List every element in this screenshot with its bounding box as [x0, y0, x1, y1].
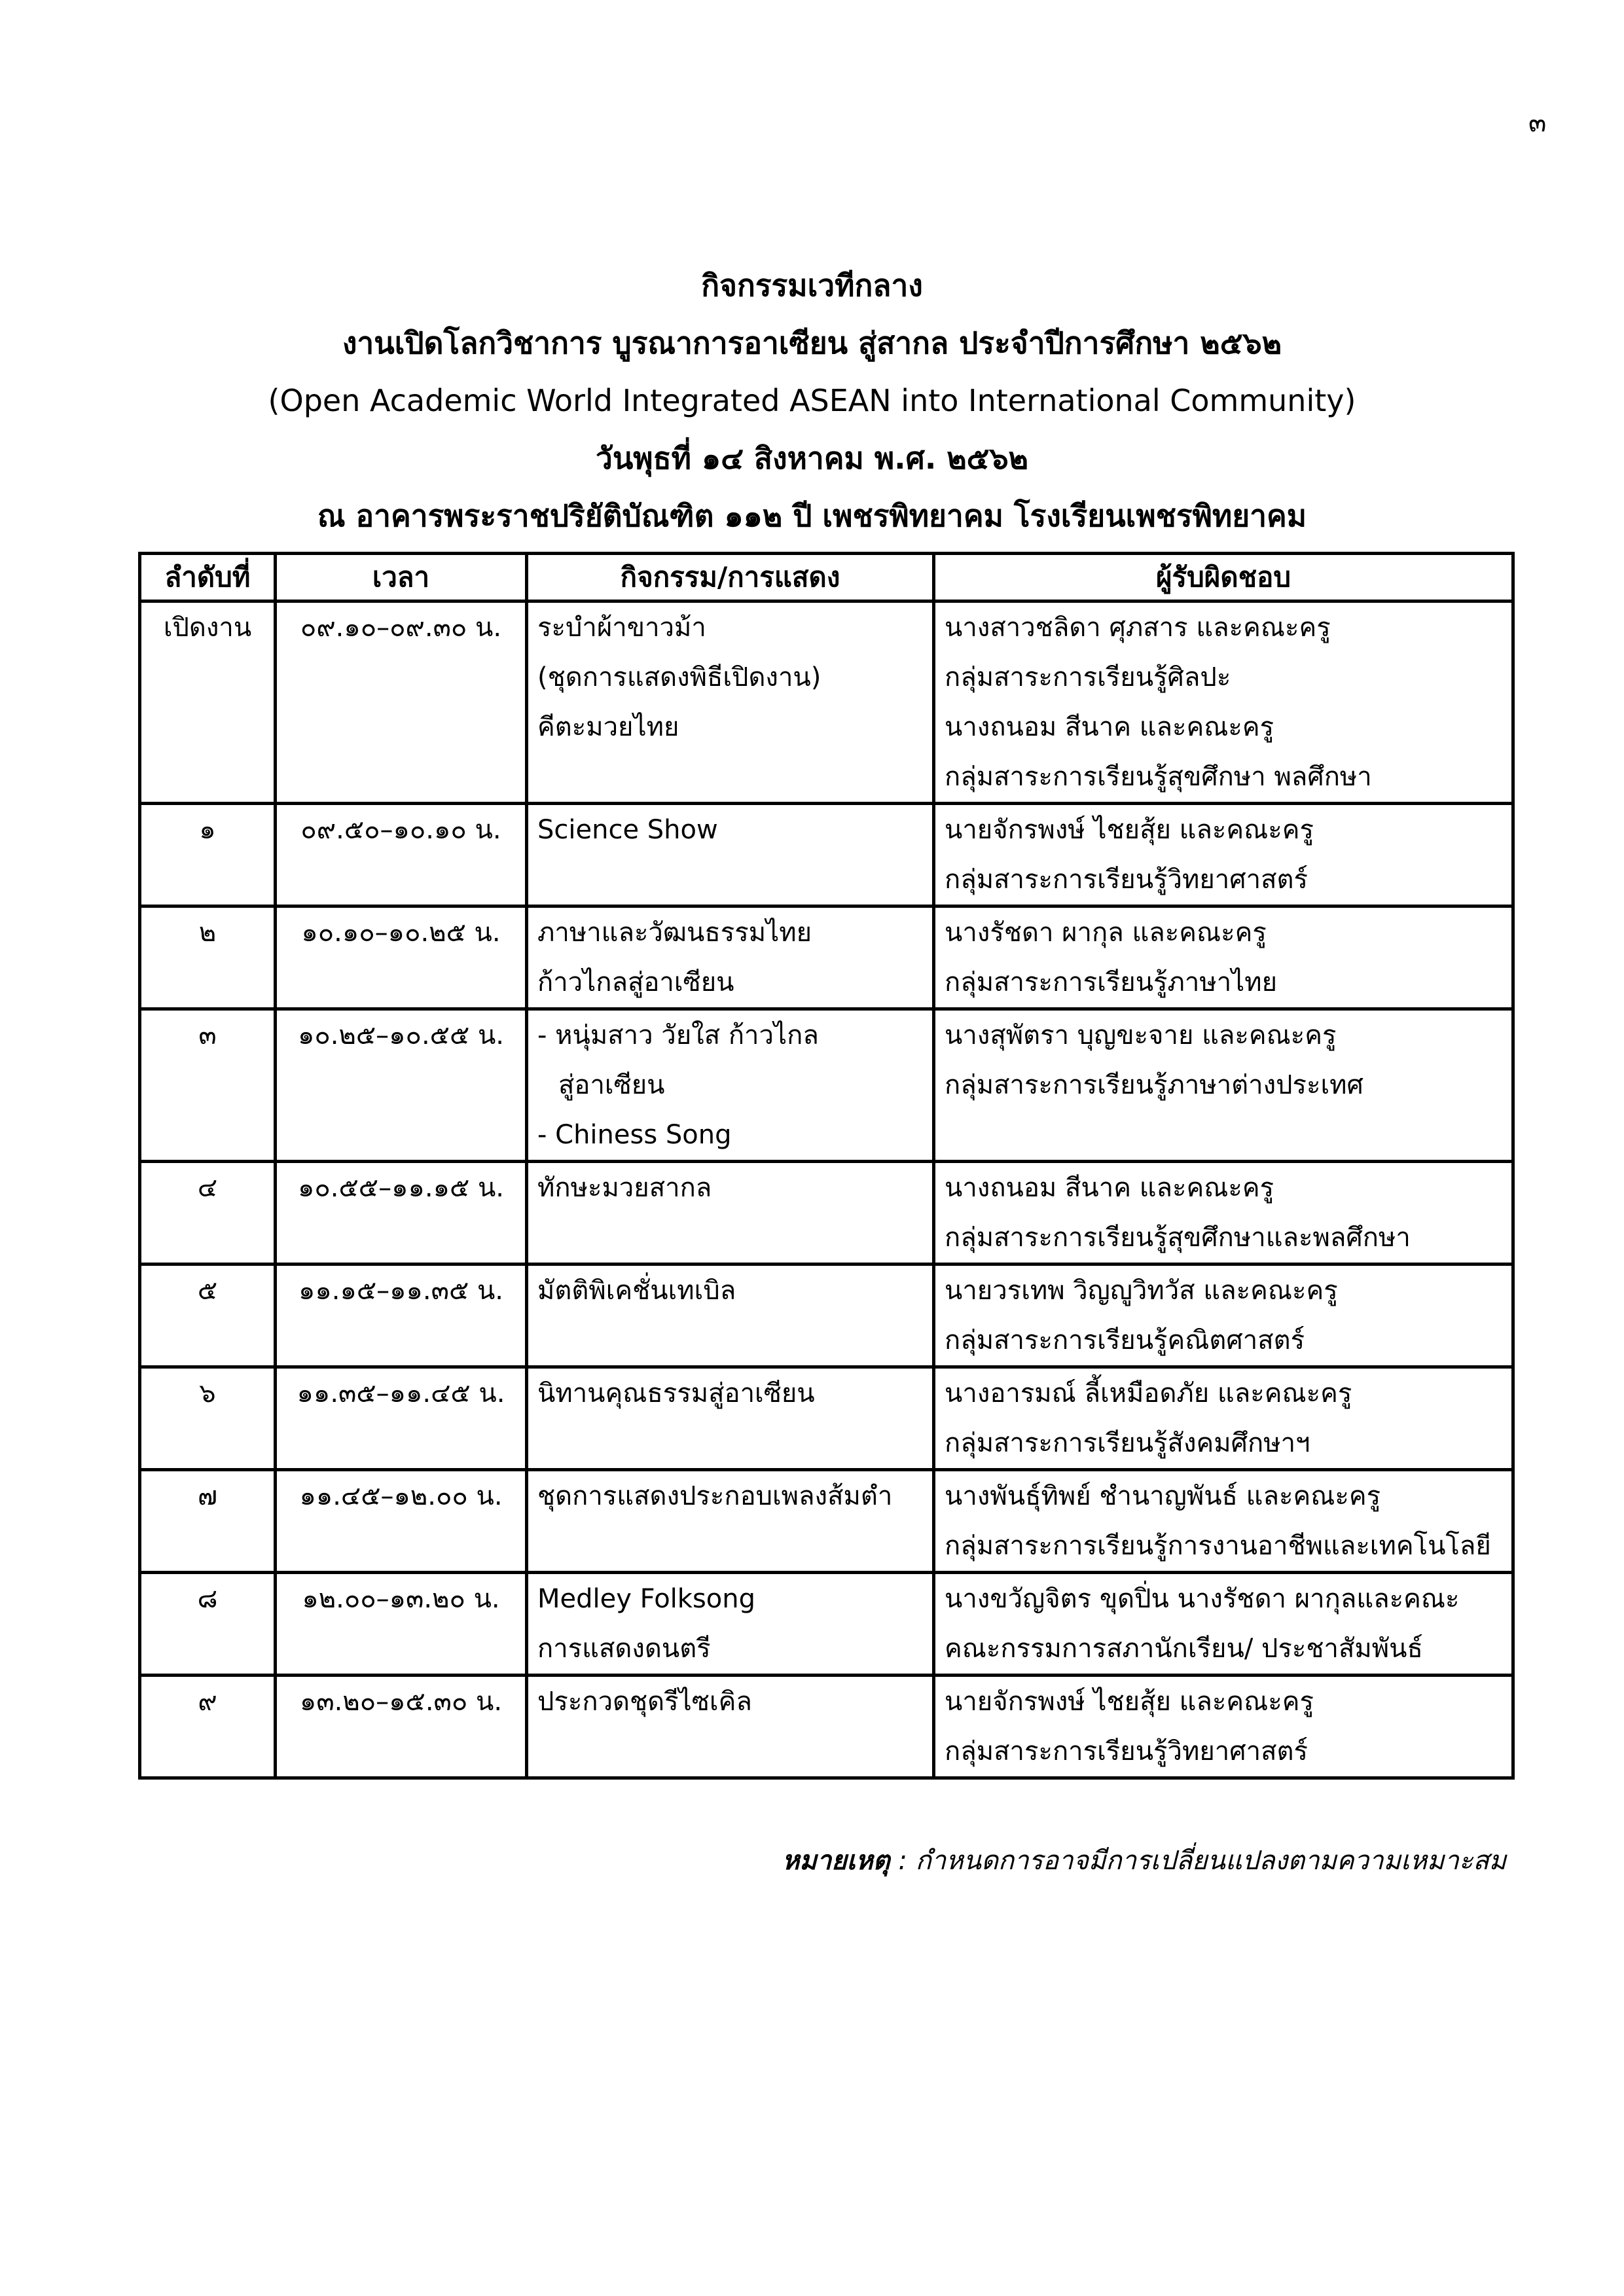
cell-order: เปิดงาน [140, 601, 276, 804]
responsible-line: คณะกรรมการสภานักเรียน/ ประชาสัมพันธ์ [945, 1634, 1423, 1664]
responsible-line: กลุ่มสาระการเรียนรู้สุขศึกษาและพลศึกษา [945, 1223, 1411, 1253]
activity-line: ประกวดชุดรีไซเคิล [537, 1687, 752, 1717]
cell-order: ๖ [140, 1367, 276, 1470]
activity-line: Medley Folksong [537, 1584, 756, 1614]
cell-responsible [934, 1676, 1513, 1778]
column-header-activity: กิจกรรม/การแสดง [527, 554, 934, 601]
cell-responsible [934, 1573, 1513, 1676]
activity-line: Science Show [537, 815, 718, 845]
responsible-line: กลุ่มสาระการเรียนรู้สุขศึกษา พลศึกษา [945, 762, 1372, 792]
header-english-name: (Open Academic World Integrated ASEAN into International Community) [268, 383, 1356, 418]
responsible-line: นางสุพัตรา บุญขะจาย และคณะครู [945, 1020, 1337, 1050]
cell-time: ๑๐.๑๐–๑๐.๒๕ น. [276, 906, 527, 1009]
cell-time: ๑๓.๒๐–๑๕.๓๐ น. [276, 1676, 527, 1778]
cell-order: ๑ [140, 804, 276, 906]
cell-time: ๑๑.๑๕–๑๑.๓๕ น. [276, 1265, 527, 1367]
table-row [140, 1470, 1513, 1573]
responsible-line: กลุ่มสาระการเรียนรู้คณิตศาสตร์ [945, 1325, 1305, 1355]
cell-time: ๑๐.๒๕–๑๐.๕๕ น. [276, 1009, 527, 1162]
footnote-text: : กำหนดการอาจมีการเปลี่ยนแปลงตามความเหมาะสม [890, 1846, 1507, 1876]
activity-line: มัตติพิเคชั่นเทเบิล [537, 1276, 736, 1306]
table-row [140, 804, 1513, 906]
cell-responsible [934, 1009, 1513, 1162]
cell-activity [527, 1676, 934, 1778]
activity-line: ระบำผ้าขาวม้า [537, 613, 706, 643]
cell-activity [527, 1367, 934, 1470]
header-venue: ณ อาคารพระราชปริยัติบัณฑิต ๑๑๒ ปี เพชรพิทยาคม โรงเรียนเพชรพิทยาคม [317, 498, 1307, 533]
cell-activity [527, 1009, 934, 1162]
header-title: กิจกรรมเวทีกลาง [701, 268, 923, 303]
cell-responsible [934, 1265, 1513, 1367]
table-row [140, 1265, 1513, 1367]
document-header [0, 257, 1624, 545]
responsible-line: กลุ่มสาระการเรียนรู้ภาษาต่างประเทศ [945, 1070, 1363, 1100]
activity-line: - Chiness Song [537, 1120, 732, 1150]
header-event-name: งานเปิดโลกวิชาการ บูรณาการอาเซียน สู่สากล ประจำปีการศึกษา ๒๕๖๒ [342, 325, 1282, 361]
table-row [140, 1573, 1513, 1676]
column-header-time: เวลา [276, 554, 527, 601]
responsible-line: นางขวัญจิตร ขุดปิ่น นางรัชดา ผากุลและคณะ [945, 1584, 1460, 1614]
cell-responsible [934, 601, 1513, 804]
cell-order: ๕ [140, 1265, 276, 1367]
cell-time: ๑๐.๕๕–๑๑.๑๕ น. [276, 1162, 527, 1265]
responsible-line: นางพันธุ์ทิพย์ ชำนาญพันธ์ และคณะครู [945, 1481, 1381, 1511]
activity-line: (ชุดการแสดงพิธีเปิดงาน) [537, 662, 821, 692]
cell-order: ๗ [140, 1470, 276, 1573]
table-row [140, 601, 1513, 804]
column-header-order: ลำดับที่ [140, 554, 276, 601]
cell-order: ๓ [140, 1009, 276, 1162]
activity-line: ก้าวไกลสู่อาเซียน [537, 967, 734, 997]
activity-line: นิทานคุณธรรมสู่อาเซียน [537, 1378, 815, 1408]
cell-time: ๐๙.๑๐–๐๙.๓๐ น. [276, 601, 527, 804]
cell-responsible [934, 1162, 1513, 1265]
cell-time: ๑๑.๓๕–๑๑.๔๕ น. [276, 1367, 527, 1470]
responsible-line: กลุ่มสาระการเรียนรู้การงานอาชีพและเทคโนโลยี [945, 1531, 1491, 1561]
responsible-line: กลุ่มสาระการเรียนรู้ศิลปะ [945, 662, 1231, 692]
cell-responsible [934, 906, 1513, 1009]
responsible-line: นางถนอม สีนาค และคณะครู [945, 712, 1274, 742]
cell-time: ๑๑.๔๕–๑๒.๐๐ น. [276, 1470, 527, 1573]
header-date: วันพุธที่ ๑๔ สิงหาคม พ.ศ. ๒๕๖๒ [596, 440, 1028, 476]
responsible-line: นายวรเทพ วิญญูวิทวัส และคณะครู [945, 1276, 1338, 1306]
activity-line: ชุดการแสดงประกอบเพลงส้มตำ [537, 1481, 893, 1511]
responsible-line: กลุ่มสาระการเรียนรู้ภาษาไทย [945, 967, 1278, 997]
page-number: ๓ [1528, 108, 1547, 138]
responsible-line: กลุ่มสาระการเรียนรู้สังคมศึกษาฯ [945, 1428, 1310, 1458]
responsible-line: นางรัชดา ผากุล และคณะครู [945, 918, 1267, 948]
table-row [140, 1009, 1513, 1162]
footnote [782, 1839, 1506, 1881]
activity-line: การแสดงดนตรี [537, 1634, 711, 1664]
cell-activity [527, 1470, 934, 1573]
cell-order: ๒ [140, 906, 276, 1009]
cell-order: ๔ [140, 1162, 276, 1265]
responsible-line: นายจักรพงษ์ ไชยสุ้ย และคณะครู [945, 1687, 1314, 1717]
cell-order: ๘ [140, 1573, 276, 1676]
table-header-row [140, 554, 1513, 601]
responsible-line: นายจักรพงษ์ ไชยสุ้ย และคณะครู [945, 815, 1314, 845]
activity-line: ภาษาและวัฒนธรรมไทย [537, 918, 812, 948]
schedule-table [138, 552, 1515, 1780]
cell-activity [527, 804, 934, 906]
table-row [140, 1367, 1513, 1470]
responsible-line: นางอารมณ์ ลี้เหมือดภัย และคณะครู [945, 1378, 1352, 1408]
responsible-line: กลุ่มสาระการเรียนรู้วิทยาศาสตร์ [945, 1736, 1308, 1767]
activity-line: ทักษะมวยสากล [537, 1173, 712, 1203]
cell-activity [527, 906, 934, 1009]
activity-line: สู่อาเซียน [558, 1070, 665, 1100]
cell-activity [527, 1162, 934, 1265]
activity-line: - หนุ่มสาว วัยใส ก้าวไกล [537, 1020, 819, 1050]
cell-responsible [934, 804, 1513, 906]
cell-activity [527, 601, 934, 804]
table-row [140, 906, 1513, 1009]
cell-activity [527, 1265, 934, 1367]
responsible-line: นางถนอม สีนาค และคณะครู [945, 1173, 1274, 1203]
activity-line: คีตะมวยไทย [537, 712, 679, 742]
cell-time: ๐๙.๕๐–๑๐.๑๐ น. [276, 804, 527, 906]
cell-order: ๙ [140, 1676, 276, 1778]
table-row [140, 1162, 1513, 1265]
footnote-label: หมายเหตุ [782, 1846, 890, 1876]
cell-time: ๑๒.๐๐–๑๓.๒๐ น. [276, 1573, 527, 1676]
cell-activity [527, 1573, 934, 1676]
table-row [140, 1676, 1513, 1778]
column-header-responsible: ผู้รับผิดชอบ [934, 554, 1513, 601]
responsible-line: กลุ่มสาระการเรียนรู้วิทยาศาสตร์ [945, 865, 1308, 895]
responsible-line: นางสาวชลิดา ศุภสาร และคณะครู [945, 613, 1331, 643]
cell-responsible [934, 1470, 1513, 1573]
cell-responsible [934, 1367, 1513, 1470]
